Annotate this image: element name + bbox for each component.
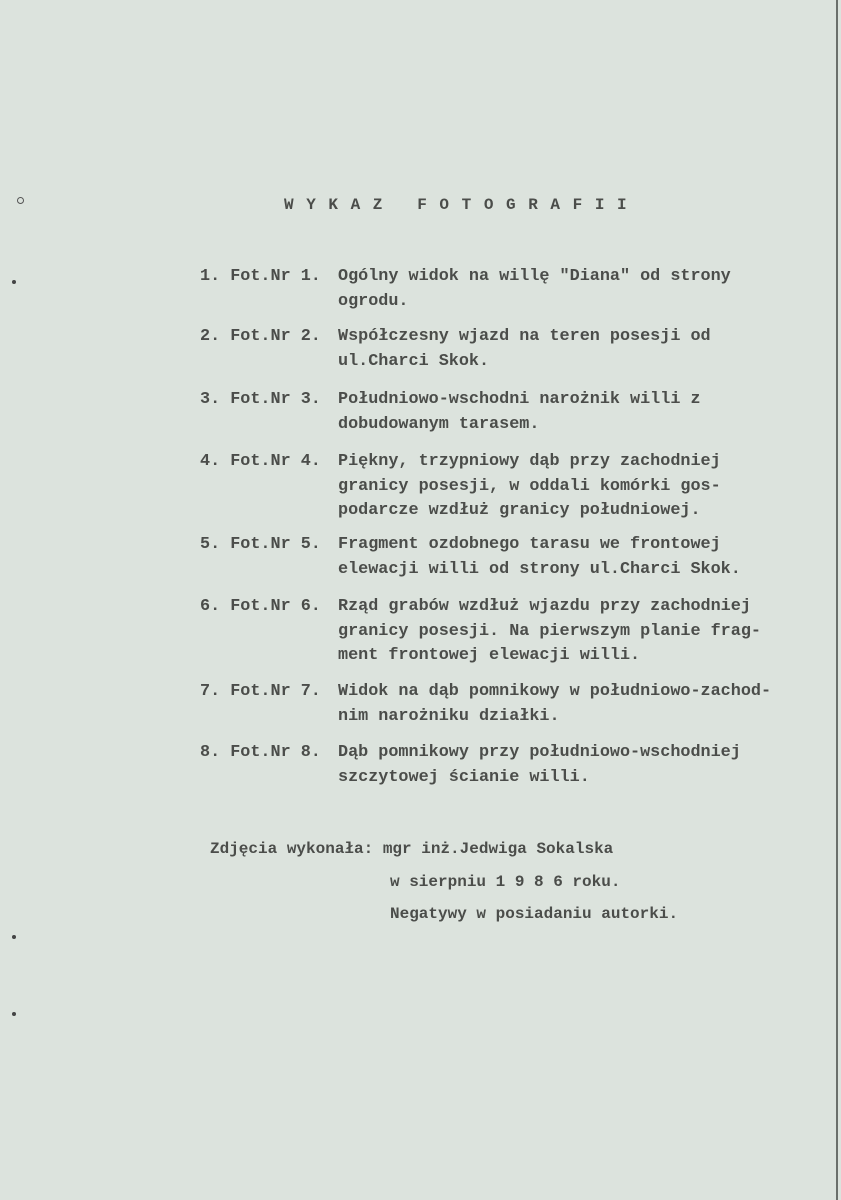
item-text-line: ogrodu.: [338, 291, 409, 311]
item-number: 7. Fot.Nr 7.: [200, 682, 321, 701]
item-text-line: Widok na dąb pomnikowy w południowo-zachod-: [338, 682, 772, 701]
item-text-line: granicy posesji, w oddali komórki gos-: [338, 476, 721, 496]
item-text-line: ul.Charci Skok.: [338, 351, 490, 371]
margin-mark: [12, 280, 16, 284]
item-text-line: Współczesny wjazd na teren posesji od: [338, 327, 711, 346]
item-number: 8. Fot.Nr 8.: [200, 743, 321, 762]
item-text-line: dobudowanym tarasem.: [338, 414, 540, 434]
item-text-line: Rząd grabów wzdłuż wjazdu przy zachodniej: [338, 597, 751, 616]
item-text-line: podarcze wzdłuż granicy południowej.: [338, 501, 701, 520]
item-text-line: Fragment ozdobnego tarasu we frontowej: [338, 535, 721, 554]
page-edge: [836, 0, 838, 1200]
item-text-line: Południowo-wschodni narożnik willi z: [338, 390, 701, 409]
margin-mark: [17, 197, 24, 204]
margin-mark: [12, 1012, 16, 1016]
document-title: WYKAZ FOTOGRAFII: [284, 196, 640, 214]
item-number: 3. Fot.Nr 3.: [200, 390, 321, 409]
item-number: 1. Fot.Nr 1.: [200, 267, 321, 286]
item-number: 5. Fot.Nr 5.: [200, 535, 321, 554]
list-item: [200, 388, 820, 437]
item-number: 2. Fot.Nr 2.: [200, 327, 321, 346]
item-text-line: nim narożniku działki.: [338, 706, 560, 726]
item-text-line: Dąb pomnikowy przy południowo-wschodniej: [338, 743, 741, 762]
list-item: [200, 680, 820, 729]
list-item: [200, 741, 820, 790]
item-text-line: Piękny, trzypniowy dąb przy zachodniej: [338, 452, 721, 471]
list-item: [200, 595, 820, 669]
margin-mark: [12, 935, 16, 939]
item-text-line: granicy posesji. Na pierwszym planie frag-: [338, 621, 761, 641]
item-text-line: Ogólny widok na willę "Diana" od strony: [338, 267, 731, 286]
author-line: Zdjęcia wykonała: mgr inż.Jedwiga Sokalska: [210, 840, 614, 858]
list-item: [200, 325, 820, 374]
item-number: 4. Fot.Nr 4.: [200, 452, 321, 471]
date-line: w sierpniu 1 9 8 6 roku.: [390, 873, 621, 891]
item-number: 6. Fot.Nr 6.: [200, 597, 321, 616]
negatives-line: Negatywy w posiadaniu autorki.: [390, 905, 679, 923]
list-item: [200, 533, 820, 582]
item-text-line: elewacji willi od strony ul.Charci Skok.: [338, 559, 741, 579]
item-text-line: szczytowej ścianie willi.: [338, 767, 590, 787]
list-item: [200, 265, 820, 314]
list-item: [200, 450, 820, 524]
item-text-line: ment frontowej elewacji willi.: [338, 646, 641, 665]
